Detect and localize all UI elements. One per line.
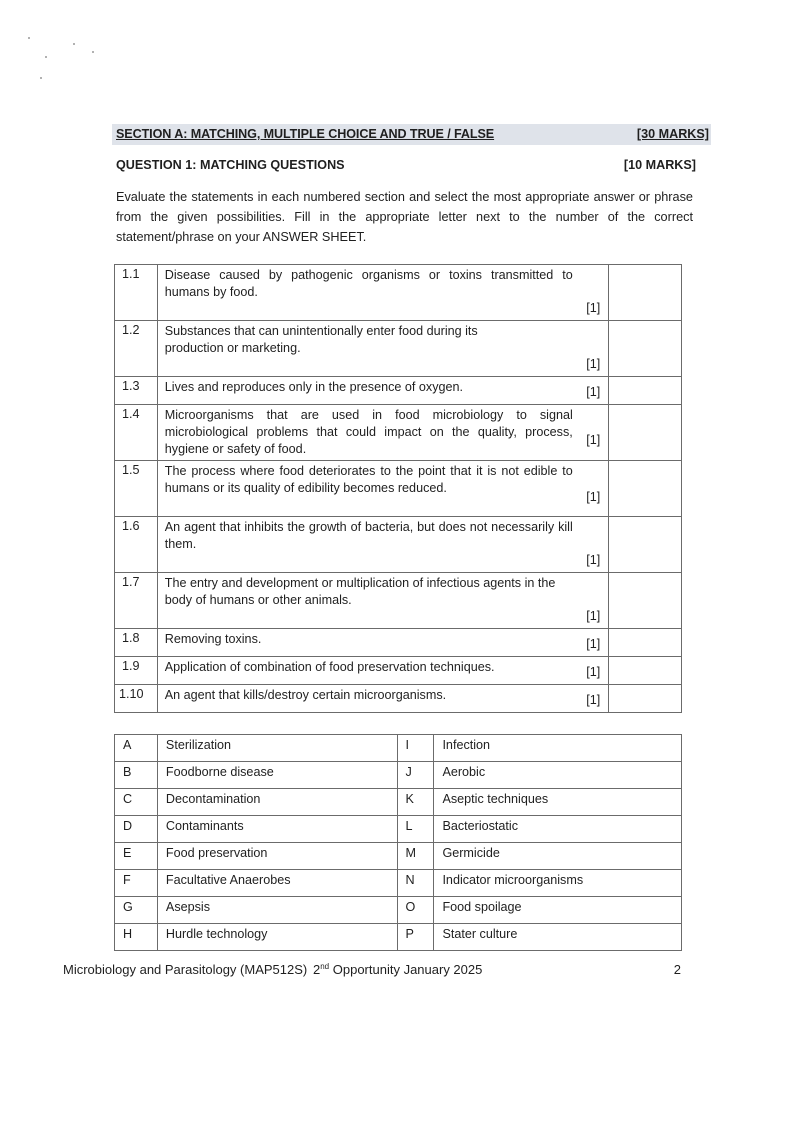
footer-opportunity-rest: Opportunity January 2025 <box>329 962 483 977</box>
option-letter: M <box>397 843 434 870</box>
footer-opportunity <box>313 962 482 977</box>
option-text: Aerobic <box>434 762 682 789</box>
statement-cell <box>157 321 608 377</box>
statement-number: 1.4 <box>115 405 158 461</box>
statement-cell <box>157 657 608 685</box>
table-row <box>115 377 682 405</box>
table-row <box>115 789 682 816</box>
table-row <box>115 762 682 789</box>
option-letter: G <box>115 897 158 924</box>
table-row <box>115 735 682 762</box>
statement-cell <box>157 461 608 517</box>
table-row <box>115 657 682 685</box>
answer-cell[interactable] <box>609 377 682 405</box>
statement-number: 1.8 <box>115 629 158 657</box>
footer-opportunity-num: 2 <box>313 962 321 977</box>
table-row <box>115 573 682 629</box>
options-table <box>114 734 682 951</box>
option-letter: F <box>115 870 158 897</box>
option-text: Food spoilage <box>434 897 682 924</box>
table-row <box>115 870 682 897</box>
answer-cell[interactable] <box>609 629 682 657</box>
statement-text: The process where food deteriorates to the point that it is not edible to humans or its quality of edibility becomes reduced. <box>164 464 573 495</box>
table-row <box>115 897 682 924</box>
statement-cell <box>157 629 608 657</box>
footer-course: Microbiology and Parasitology (MAP512S) <box>63 962 308 977</box>
option-text: Hurdle technology <box>157 924 397 951</box>
option-text: Asepsis <box>157 897 397 924</box>
option-letter: N <box>397 870 434 897</box>
option-text: Food preservation <box>157 843 397 870</box>
statement-cell <box>157 685 608 713</box>
statement-mark: [1] <box>586 665 601 679</box>
option-letter: B <box>115 762 158 789</box>
statement-mark: [1] <box>586 357 601 371</box>
table-row <box>115 517 682 573</box>
option-text: Indicator microorganisms <box>434 870 682 897</box>
section-title: SECTION A: MATCHING, MULTIPLE CHOICE AND TRUE / FALSE <box>116 127 495 141</box>
question-marks: [10 MARKS] <box>623 158 696 172</box>
option-text: Sterilization <box>157 735 397 762</box>
statement-text: An agent that inhibits the growth of bacteria, but does not necessarily kill them. <box>164 520 573 551</box>
table-row <box>115 321 682 377</box>
table-row <box>115 461 682 517</box>
option-text: Facultative Anaerobes <box>157 870 397 897</box>
statement-cell <box>157 377 608 405</box>
option-letter: I <box>397 735 434 762</box>
statement-number: 1.6 <box>115 517 158 573</box>
option-letter: L <box>397 816 434 843</box>
statement-text: An agent that kills/destroy certain microorganisms. <box>164 688 447 702</box>
statement-mark: [1] <box>586 637 601 651</box>
statement-mark: [1] <box>586 490 601 504</box>
table-row <box>115 629 682 657</box>
option-text: Bacteriostatic <box>434 816 682 843</box>
statement-mark: [1] <box>586 433 601 447</box>
table-row <box>115 843 682 870</box>
statement-mark: [1] <box>586 553 601 567</box>
statement-text: Application of combination of food preservation techniques. <box>164 660 495 674</box>
option-letter: P <box>397 924 434 951</box>
answer-cell[interactable] <box>609 657 682 685</box>
statement-number: 1.2 <box>115 321 158 377</box>
table-row <box>115 816 682 843</box>
statement-text: Substances that can unintentionally enter food during its production or marketing. <box>164 324 478 355</box>
table-row <box>115 405 682 461</box>
option-text: Infection <box>434 735 682 762</box>
option-letter: A <box>115 735 158 762</box>
answer-cell[interactable] <box>609 573 682 629</box>
option-text: Contaminants <box>157 816 397 843</box>
section-marks: [30 MARKS] <box>636 127 709 141</box>
option-text: Germicide <box>434 843 682 870</box>
statement-mark: [1] <box>586 609 601 623</box>
answer-cell[interactable] <box>609 461 682 517</box>
option-text: Decontamination <box>157 789 397 816</box>
page-number: 2 <box>673 962 681 977</box>
statement-text: Removing toxins. <box>164 632 262 646</box>
option-letter: E <box>115 843 158 870</box>
statements-table <box>114 264 682 713</box>
statement-text: Lives and reproduces only in the presence of oxygen. <box>164 380 464 394</box>
option-text: Stater culture <box>434 924 682 951</box>
question-title: QUESTION 1: MATCHING QUESTIONS <box>116 158 345 172</box>
statement-number: 1.3 <box>115 377 158 405</box>
answer-cell[interactable] <box>609 321 682 377</box>
answer-cell[interactable] <box>609 517 682 573</box>
option-text: Aseptic techniques <box>434 789 682 816</box>
statement-text: The entry and development or multiplication of infectious agents in the body of humans or other animals. <box>164 576 556 607</box>
answer-cell[interactable] <box>609 685 682 713</box>
table-row <box>115 265 682 321</box>
option-letter: H <box>115 924 158 951</box>
option-letter: C <box>115 789 158 816</box>
question-instructions: Evaluate the statements in each numbered section and select the most appropriate answer or phrase from the given possibilities. Fill in the appropriate letter next to the number of the correct statement/phrase on your ANSWER SHEET. <box>116 190 693 244</box>
statement-number: 1.10 <box>115 685 158 713</box>
statement-mark: [1] <box>586 385 601 399</box>
statement-number: 1.5 <box>115 461 158 517</box>
statement-cell <box>157 517 608 573</box>
statement-mark: [1] <box>586 301 601 315</box>
option-letter: O <box>397 897 434 924</box>
statement-number: 1.7 <box>115 573 158 629</box>
answer-cell[interactable] <box>609 405 682 461</box>
statement-number: 1.9 <box>115 657 158 685</box>
option-letter: K <box>397 789 434 816</box>
statement-cell <box>157 573 608 629</box>
statement-cell <box>157 265 608 321</box>
option-letter: D <box>115 816 158 843</box>
statement-cell <box>157 405 608 461</box>
answer-cell[interactable] <box>609 265 682 321</box>
statement-text: Disease caused by pathogenic organisms or toxins transmitted to humans by food. <box>164 268 573 299</box>
footer-opportunity-sup: nd <box>320 962 330 971</box>
table-row <box>115 924 682 951</box>
table-row <box>115 685 682 713</box>
option-letter: J <box>397 762 434 789</box>
statement-number: 1.1 <box>115 265 158 321</box>
statement-text: Microorganisms that are used in food microbiology to signal microbiological problems that could impact on the quality, process, hygiene or safety of food. <box>164 408 573 456</box>
statement-mark: [1] <box>586 693 601 707</box>
option-text: Foodborne disease <box>157 762 397 789</box>
